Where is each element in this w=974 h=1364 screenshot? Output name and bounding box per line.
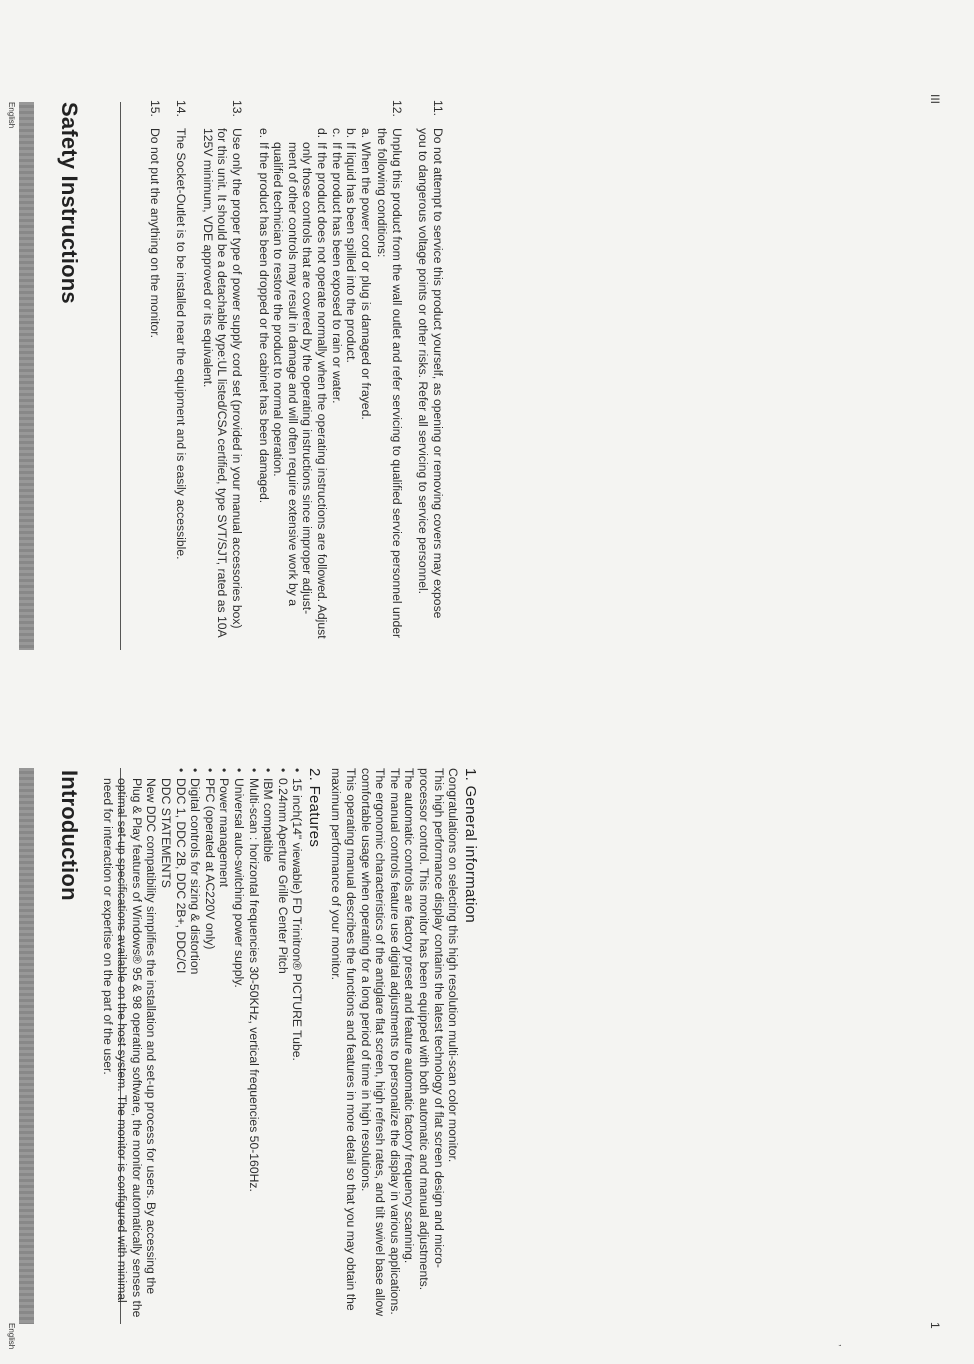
feature-item — [261, 768, 276, 1318]
safety-item — [147, 100, 162, 640]
ddc-title: DDC STATEMENTS — [158, 778, 173, 888]
feature-item — [217, 768, 232, 1318]
feature-item — [246, 768, 261, 1318]
bullet-icon: • — [188, 768, 203, 773]
feature-text: IBM compatible — [261, 778, 276, 862]
right-page-number: 1 — [928, 1322, 942, 1329]
general-info-paragraph: The automatic controls are factory preset and feature automatic factory frequency scanning. — [402, 768, 417, 1264]
general-info-paragraph: Congratulations on selecting this high resolution multi-scan color monitor. — [446, 768, 461, 1163]
safety-item — [200, 100, 244, 640]
safety-item-number: 15. — [147, 100, 162, 117]
bullet-icon: • — [231, 768, 246, 773]
safety-item-number: 13. — [229, 100, 244, 117]
feature-item — [231, 768, 246, 1318]
condition-item-text: If the product has been dropped or the cabinet has been damaged. — [256, 142, 271, 504]
condition-item-text: When the power cord or plug is damaged or frayed. — [358, 142, 373, 420]
safety-item-number: 14. — [174, 100, 189, 117]
introduction-content — [100, 768, 477, 1318]
left-page-title: Safety Instructions — [57, 102, 82, 304]
safety-item-text: Do not attempt to service this product yourself, as opening or removing covers may expose you to dangerous voltage points or other risks. Refer all servicing to service personnel. — [416, 128, 446, 619]
safety-item-number: 11. — [431, 100, 446, 117]
safety-item-text: Use only the proper type of power supply cord set (provided in your manual accessories box) for this unit. It should be a detachable type:UL listed/CSA certified, type SVT/SJT, rated as 10A 125V minimum, VDE approved or its equivalent. — [200, 128, 244, 637]
condition-item-number: c. — [329, 128, 344, 138]
bullet-icon: • — [246, 768, 261, 773]
condition-item — [329, 128, 344, 640]
general-info-paragraph: This operating manual describes the functions and features in more detail so that you may obtain the maximum performance of your monitor. — [329, 768, 359, 1311]
safety-item — [375, 100, 404, 640]
safety-list — [135, 100, 445, 640]
feature-text: Power management — [217, 778, 232, 888]
safety-item-number: 12. — [389, 100, 404, 117]
scan-mark: , — [838, 1344, 848, 1347]
safety-item-text: Do not put the anything on the monitor. — [147, 128, 162, 339]
general-info-title: 1. General information — [461, 768, 479, 924]
condition-item-text: If liquid has been spilled into the product. — [344, 142, 359, 363]
feature-item — [173, 768, 188, 1318]
bullet-icon: • — [261, 768, 276, 773]
features-title: 2. Features — [305, 768, 323, 848]
bullet-icon: • — [202, 768, 217, 773]
left-title-rule — [120, 102, 121, 650]
left-language-label: English — [7, 102, 16, 129]
feature-item — [275, 768, 290, 1318]
condition-item — [271, 128, 329, 640]
condition-item-number: a. — [358, 128, 373, 139]
condition-item — [344, 128, 359, 640]
safety-item — [174, 100, 189, 640]
feature-item — [188, 768, 203, 1318]
general-info-paragraph: The manual controls feature use digital adjustments to personalize the display in various applications. — [387, 768, 402, 1315]
feature-item — [290, 768, 305, 1318]
safety-item-text: Unplug this product from the wall outlet and refer servicing to qualified service personnel under the following conditions: — [375, 128, 404, 639]
right-header-bar — [19, 768, 34, 1324]
condition-item-number: e. — [256, 128, 271, 139]
feature-text: Digital controls for sizing & distortion — [188, 778, 203, 975]
condition-item-number: b. — [344, 128, 359, 139]
feature-text: Universal auto-switching power supply. — [231, 778, 246, 988]
left-page-number: III — [928, 94, 942, 105]
safety-item — [416, 100, 445, 640]
feature-text: DDC 1, DDC 2B, DDC 2B+, DDC/CI — [173, 778, 188, 974]
feature-text: PFC (operated at AC220V only) — [202, 778, 217, 950]
right-page-title: Introduction — [57, 770, 82, 901]
bullet-icon: • — [217, 768, 232, 773]
condition-item — [256, 128, 271, 640]
feature-text: Multi-scan : horizontal frequencies 30-50KHz, vertical frequencies 50-160Hz. — [246, 778, 261, 1192]
feature-text: 0.24mm Aperture Grille Center Pitch — [275, 778, 290, 974]
safety-item-text: The Socket-Outlet is to be installed near the equipment and is easily accessible. — [174, 128, 189, 560]
bullet-icon: • — [173, 768, 188, 773]
bullet-icon: • — [290, 768, 305, 773]
condition-item-text: If the product does not operate normally when the operating instructions are followed. Adjust only those controls that are covered by the operating instructions since improper adjust-ment of other controls may result in damage and will often require extensive work by a qualified technician to restore the product to normal operation. — [271, 142, 329, 639]
feature-item — [202, 768, 217, 1318]
general-info-paragraph: This high performance display contains the latest technology of flat screen design and micro-processor control. This monitor has been equipped with both automatic and manual adjustments. — [417, 768, 446, 1291]
ddc-text: New DDC compatibility simplifies the installation and set-up process for users. By accessing the Plug & Play features of Windows® 95 & 98 operating software, the monitor automatically senses the optimal set-up specifications available on the host system. The monitor is configured with minimal need for interaction or expertise on the part of the user. — [100, 778, 159, 1318]
condition-item-number: d. — [314, 128, 329, 139]
condition-item-text: If the product has been exposed to rain or water. — [329, 142, 344, 404]
condition-item — [358, 128, 373, 640]
feature-text: 15 inch(14" viewable) FD Trinitron® PICTURE Tube. — [290, 778, 305, 1061]
right-language-label: English — [7, 1323, 16, 1350]
general-info-paragraph: The ergonomic characteristics of the antiglare flat screen, high refresh rates, and tilt swivel base allow comfortable usage when operating for a long period of time in high resolutions. — [358, 768, 388, 1317]
bullet-icon: • — [275, 768, 290, 773]
left-header-bar — [19, 102, 34, 650]
